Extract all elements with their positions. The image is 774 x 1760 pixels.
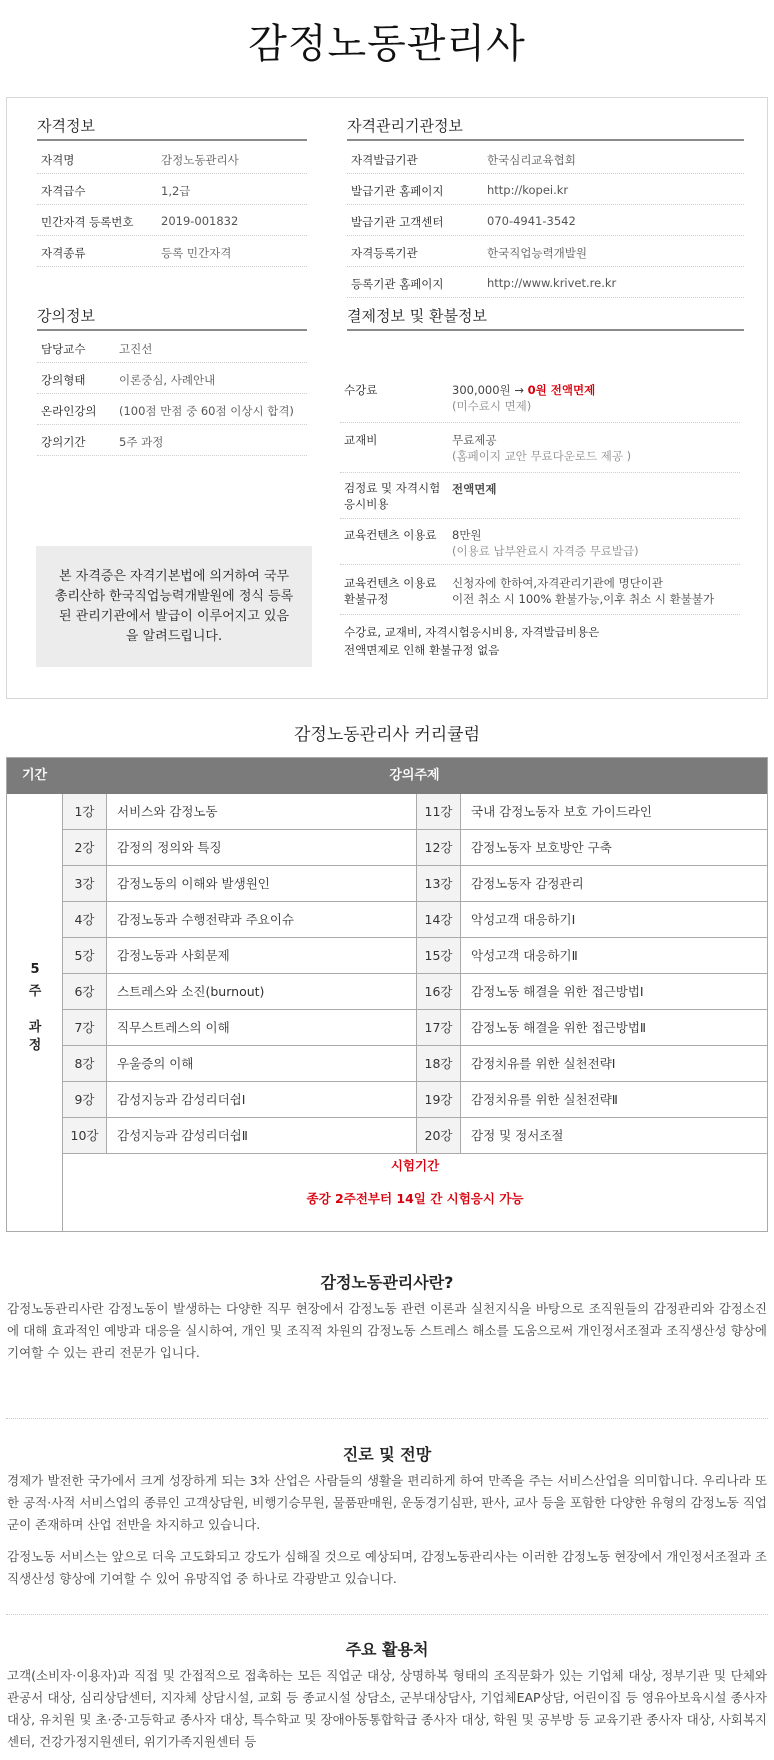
usage-heading: 주요 활용처 xyxy=(345,1640,429,1659)
content-fee-value: 8만원 xyxy=(452,528,482,542)
tuition-value xyxy=(452,382,595,398)
footnote-line-2: 전액면제로 인해 환불규정 없음 xyxy=(344,643,500,657)
qual-info-table xyxy=(37,143,307,267)
tuition-label: 수강료 xyxy=(344,383,378,397)
lesson-number: 10강 xyxy=(63,1118,107,1154)
refund-value-2: 이전 취소 시 100% 환불가능,이후 취소 시 환불불가 xyxy=(452,592,715,606)
lecture-row xyxy=(37,425,307,456)
agency-key: 발급기관 고객센터 xyxy=(351,215,444,229)
exam-period-desc: 종강 2주전부터 14일 간 시험응시 가능 xyxy=(306,1191,524,1206)
qual-row xyxy=(37,143,307,174)
usage-body: 고객(소비자·이용자)과 직접 및 간접적으로 접촉하는 모든 직업군 대상, 상명하복 형태의 조직문화가 있는 기업체 대상, 정부기관 및 단체와 관공서 대상, 심리상담센터, 지자체 상담시설, 교회 등 종교시설 상담소, 군부대상담사, 기업체EAP상담, 어린이집 등 영유아보육시설 종사자 대상, 유치원 및 초·중·고등학교 종사자 대상, 특수학교 및 장애아동통합학급 종사자 대상, 학원 및 공부방 등 교육기관 종사자 대상, 사회복지센터, 건강가정지원센터, 위기가족지원센터 등 xyxy=(7,1668,767,1749)
lesson-number: 11강 xyxy=(417,794,461,830)
lecture-info-heading: 강의정보 xyxy=(37,307,95,325)
lesson-number: 3강 xyxy=(63,866,107,902)
agency-row xyxy=(347,236,744,267)
lesson-topic: 악성고객 대응하기Ⅱ xyxy=(461,938,767,974)
lesson-topic: 악성고객 대응하기Ⅰ xyxy=(461,902,767,938)
about-heading: 감정노동관리사란? xyxy=(320,1273,454,1292)
textbook-label: 교재비 xyxy=(344,433,378,447)
lecture-value: 이론중심, 사례안내 xyxy=(119,373,216,387)
content-fee-row xyxy=(340,519,740,565)
qual-key: 민간자격 등록번호 xyxy=(41,215,134,229)
exam-fee-row xyxy=(340,473,740,519)
lesson-topic: 감정치유를 위한 실천전략Ⅰ xyxy=(461,1046,767,1082)
refund-label-2: 환불규정 xyxy=(344,592,389,606)
lesson-topic: 감정노동의 이해와 발생원인 xyxy=(107,866,417,902)
notice-text: 본 자격증은 자격기본법에 의거하여 국무총리산하 한국직업능력개발원에 정식 등록된 관리기관에서 발급이 이루어지고 있음을 알려드립니다. xyxy=(54,568,294,644)
lesson-topic: 감정노동과 수행전략과 주요이슈 xyxy=(107,902,417,938)
qual-value: 감정노동관리사 xyxy=(161,153,239,167)
agency-info-rule xyxy=(347,139,744,141)
qual-row xyxy=(37,174,307,205)
refund-footnote xyxy=(340,623,740,659)
agency-key: 등록기관 홈페이지 xyxy=(351,277,444,291)
lesson-number: 5강 xyxy=(63,938,107,974)
lesson-topic: 서비스와 감정노동 xyxy=(107,794,417,830)
lecture-row xyxy=(37,363,307,394)
lesson-topic: 직무스트레스의 이해 xyxy=(107,1010,417,1046)
lesson-number: 1강 xyxy=(63,794,107,830)
agency-key: 발급기관 홈페이지 xyxy=(351,184,444,198)
exam-fee-label-2: 응시비용 xyxy=(344,497,389,511)
agency-value: 한국직업능력개발원 xyxy=(487,246,587,260)
about-body: 감정노동관리사란 감정노동이 발생하는 다양한 직무 현장에서 감정노동 관련 이론과 실천지식을 바탕으로 조직원들의 감정관리와 감정소진에 대해 효과적인 예방과 대응을 실시하여, 개인 및 조직적 차원의 감정노동 스트레스 해소를 도움으로써 개인정서조절과 조직생산성 향상에 기여할 수 있는 관리 전문가 입니다. xyxy=(7,1301,767,1360)
refund-row xyxy=(340,565,740,615)
agency-row xyxy=(347,267,744,298)
lesson-number: 13강 xyxy=(417,866,461,902)
lesson-number: 12강 xyxy=(417,830,461,866)
lesson-topic: 감정노동과 사회문제 xyxy=(107,938,417,974)
tuition-row xyxy=(340,375,740,423)
lesson-topic: 국내 감정노동자 보호 가이드라인 xyxy=(461,794,767,830)
payment-info-rule xyxy=(347,329,744,331)
header-period: 기간 xyxy=(7,758,62,794)
agency-value: 한국심리교육협회 xyxy=(487,153,576,167)
lesson-number: 18강 xyxy=(417,1046,461,1082)
exam-fee-label-1: 검정료 및 자격시험 xyxy=(344,481,441,495)
content-fee-label: 교육컨텐츠 이용료 xyxy=(344,528,437,542)
lesson-topic: 감정 및 정서조절 xyxy=(461,1118,767,1154)
lesson-number: 2강 xyxy=(63,830,107,866)
notice-box xyxy=(36,546,312,667)
lecture-row xyxy=(37,394,307,425)
lesson-topic: 감성지능과 감성리더쉽Ⅰ xyxy=(107,1082,417,1118)
qual-key: 자격명 xyxy=(41,153,75,167)
lesson-number: 14강 xyxy=(417,902,461,938)
divider xyxy=(6,1418,768,1419)
lesson-number: 15강 xyxy=(417,938,461,974)
divider xyxy=(6,1614,768,1615)
agency-row xyxy=(347,205,744,236)
agency-info-heading: 자격관리기관정보 xyxy=(347,117,463,135)
period-char: 5 xyxy=(30,962,40,977)
qual-value: 2019-001832 xyxy=(161,214,239,228)
lesson-topic: 감정의 정의와 특징 xyxy=(107,830,417,866)
lesson-number: 19강 xyxy=(417,1082,461,1118)
lecture-key: 온라인강의 xyxy=(41,404,97,418)
qual-value: 등록 민간자격 xyxy=(161,246,232,260)
agency-value: 070-4941-3542 xyxy=(487,214,576,228)
header-topic: 강의주제 xyxy=(62,758,767,794)
lecture-key: 강의기간 xyxy=(41,435,86,449)
footnote-line-1: 수강료, 교재비, 자격시험응시비용, 자격발급비용은 xyxy=(344,625,600,639)
lesson-topic: 감정노동자 감정관리 xyxy=(461,866,767,902)
textbook-sub: (홈페이지 교안 무료다운로드 제공 ) xyxy=(452,449,632,463)
qual-key: 자격급수 xyxy=(41,184,86,198)
lesson-number: 16강 xyxy=(417,974,461,1010)
tuition-price: 300,000원 → xyxy=(452,383,524,397)
lecture-row xyxy=(37,332,307,363)
agency-row xyxy=(347,143,744,174)
lecture-value: 고진선 xyxy=(119,342,153,356)
period-cell xyxy=(7,794,63,1231)
lecture-value: (100점 만점 중 60점 이상시 합격) xyxy=(119,404,294,418)
content-fee-sub: (이용료 납부완료시 자격증 무료발급) xyxy=(452,544,639,558)
refund-label-1: 교육컨텐츠 이용료 xyxy=(344,576,437,590)
lesson-number: 17강 xyxy=(417,1010,461,1046)
lesson-number: 8강 xyxy=(63,1046,107,1082)
agency-info-table xyxy=(347,143,744,298)
page-title: 감정노동관리사 xyxy=(248,21,526,67)
lesson-number: 4강 xyxy=(63,902,107,938)
lesson-topic: 스트레스와 소진(burnout) xyxy=(107,974,417,1010)
lesson-topic: 감정노동자 보호방안 구축 xyxy=(461,830,767,866)
period-char: 정 xyxy=(28,1038,42,1053)
agency-key: 자격등록기관 xyxy=(351,246,418,260)
lesson-number: 7강 xyxy=(63,1010,107,1046)
textbook-row xyxy=(340,423,740,473)
qual-key: 자격종류 xyxy=(41,246,86,260)
period-char: 주 xyxy=(28,984,42,999)
career-body-1: 경제가 발전한 국가에서 크게 성장하게 되는 3차 산업은 사람들의 생활을 편리하게 하여 만족을 주는 서비스산업을 의미합니다. 우리나라 또한 공적·사적 서비스업의 종류인 고객상담원, 비행기승무원, 물품판매원, 운동경기심판, 판사, 교사 등을 포함한 다양한 유형의 감정노동 직업군이 존재하며 산업 전반을 차지하고 있습니다. xyxy=(7,1473,767,1532)
exam-fee-value: 전액면제 xyxy=(452,482,497,496)
tuition-sub: (미수료시 면제) xyxy=(452,399,532,413)
exam-period-label: 시험기간 xyxy=(390,1158,440,1173)
lesson-topic: 감정노동 해결을 위한 접근방법Ⅱ xyxy=(461,1010,767,1046)
agency-homepage-link[interactable]: http://kopei.kr xyxy=(487,183,569,197)
curriculum-title: 감정노동관리사 커리큘럼 xyxy=(293,725,481,745)
refund-value-1: 신청자에 한하여,자격관리기관에 명단이관 xyxy=(452,576,663,590)
textbook-value: 무료제공 xyxy=(452,433,497,447)
lesson-topic: 감성지능과 감성리더쉽Ⅱ xyxy=(107,1118,417,1154)
lesson-topic: 감정노동 해결을 위한 접근방법Ⅰ xyxy=(461,974,767,1010)
agency-key: 자격발급기관 xyxy=(351,153,418,167)
lecture-key: 강의형태 xyxy=(41,373,86,387)
qual-info-heading: 자격정보 xyxy=(37,117,95,135)
agency-row xyxy=(347,174,744,205)
payment-info-heading: 결제정보 및 환불정보 xyxy=(347,307,487,325)
career-body-2: 감정노동 서비스는 앞으로 더욱 고도화되고 강도가 심해질 것으로 예상되며, 감정노동관리사는 이러한 감정노동 현장에서 개인정서조절과 조직생산성 향상에 기여할 수 있어 유망직업 중 하나로 각광받고 있습니다. xyxy=(7,1549,767,1586)
lesson-topic: 감정치유를 위한 실천전략Ⅱ xyxy=(461,1082,767,1118)
qual-value: 1,2급 xyxy=(161,184,191,198)
lesson-number: 20강 xyxy=(417,1118,461,1154)
lecture-key: 담당교수 xyxy=(41,342,86,356)
period-char: 과 xyxy=(28,1020,42,1035)
qual-row xyxy=(37,205,307,236)
registry-homepage-link[interactable]: http://www.krivet.re.kr xyxy=(487,276,617,290)
lesson-topic: 우울증의 이해 xyxy=(107,1046,417,1082)
lecture-info-rule xyxy=(37,329,307,331)
qual-row xyxy=(37,236,307,267)
lecture-info-table xyxy=(37,332,307,456)
lesson-number: 6강 xyxy=(63,974,107,1010)
qual-info-rule xyxy=(37,139,307,141)
tuition-free: 0원 전액면제 xyxy=(527,383,596,397)
lecture-value: 5주 과정 xyxy=(119,435,164,449)
career-heading: 진로 및 전망 xyxy=(342,1445,432,1464)
lesson-number: 9강 xyxy=(63,1082,107,1118)
curriculum-table xyxy=(6,757,768,1232)
